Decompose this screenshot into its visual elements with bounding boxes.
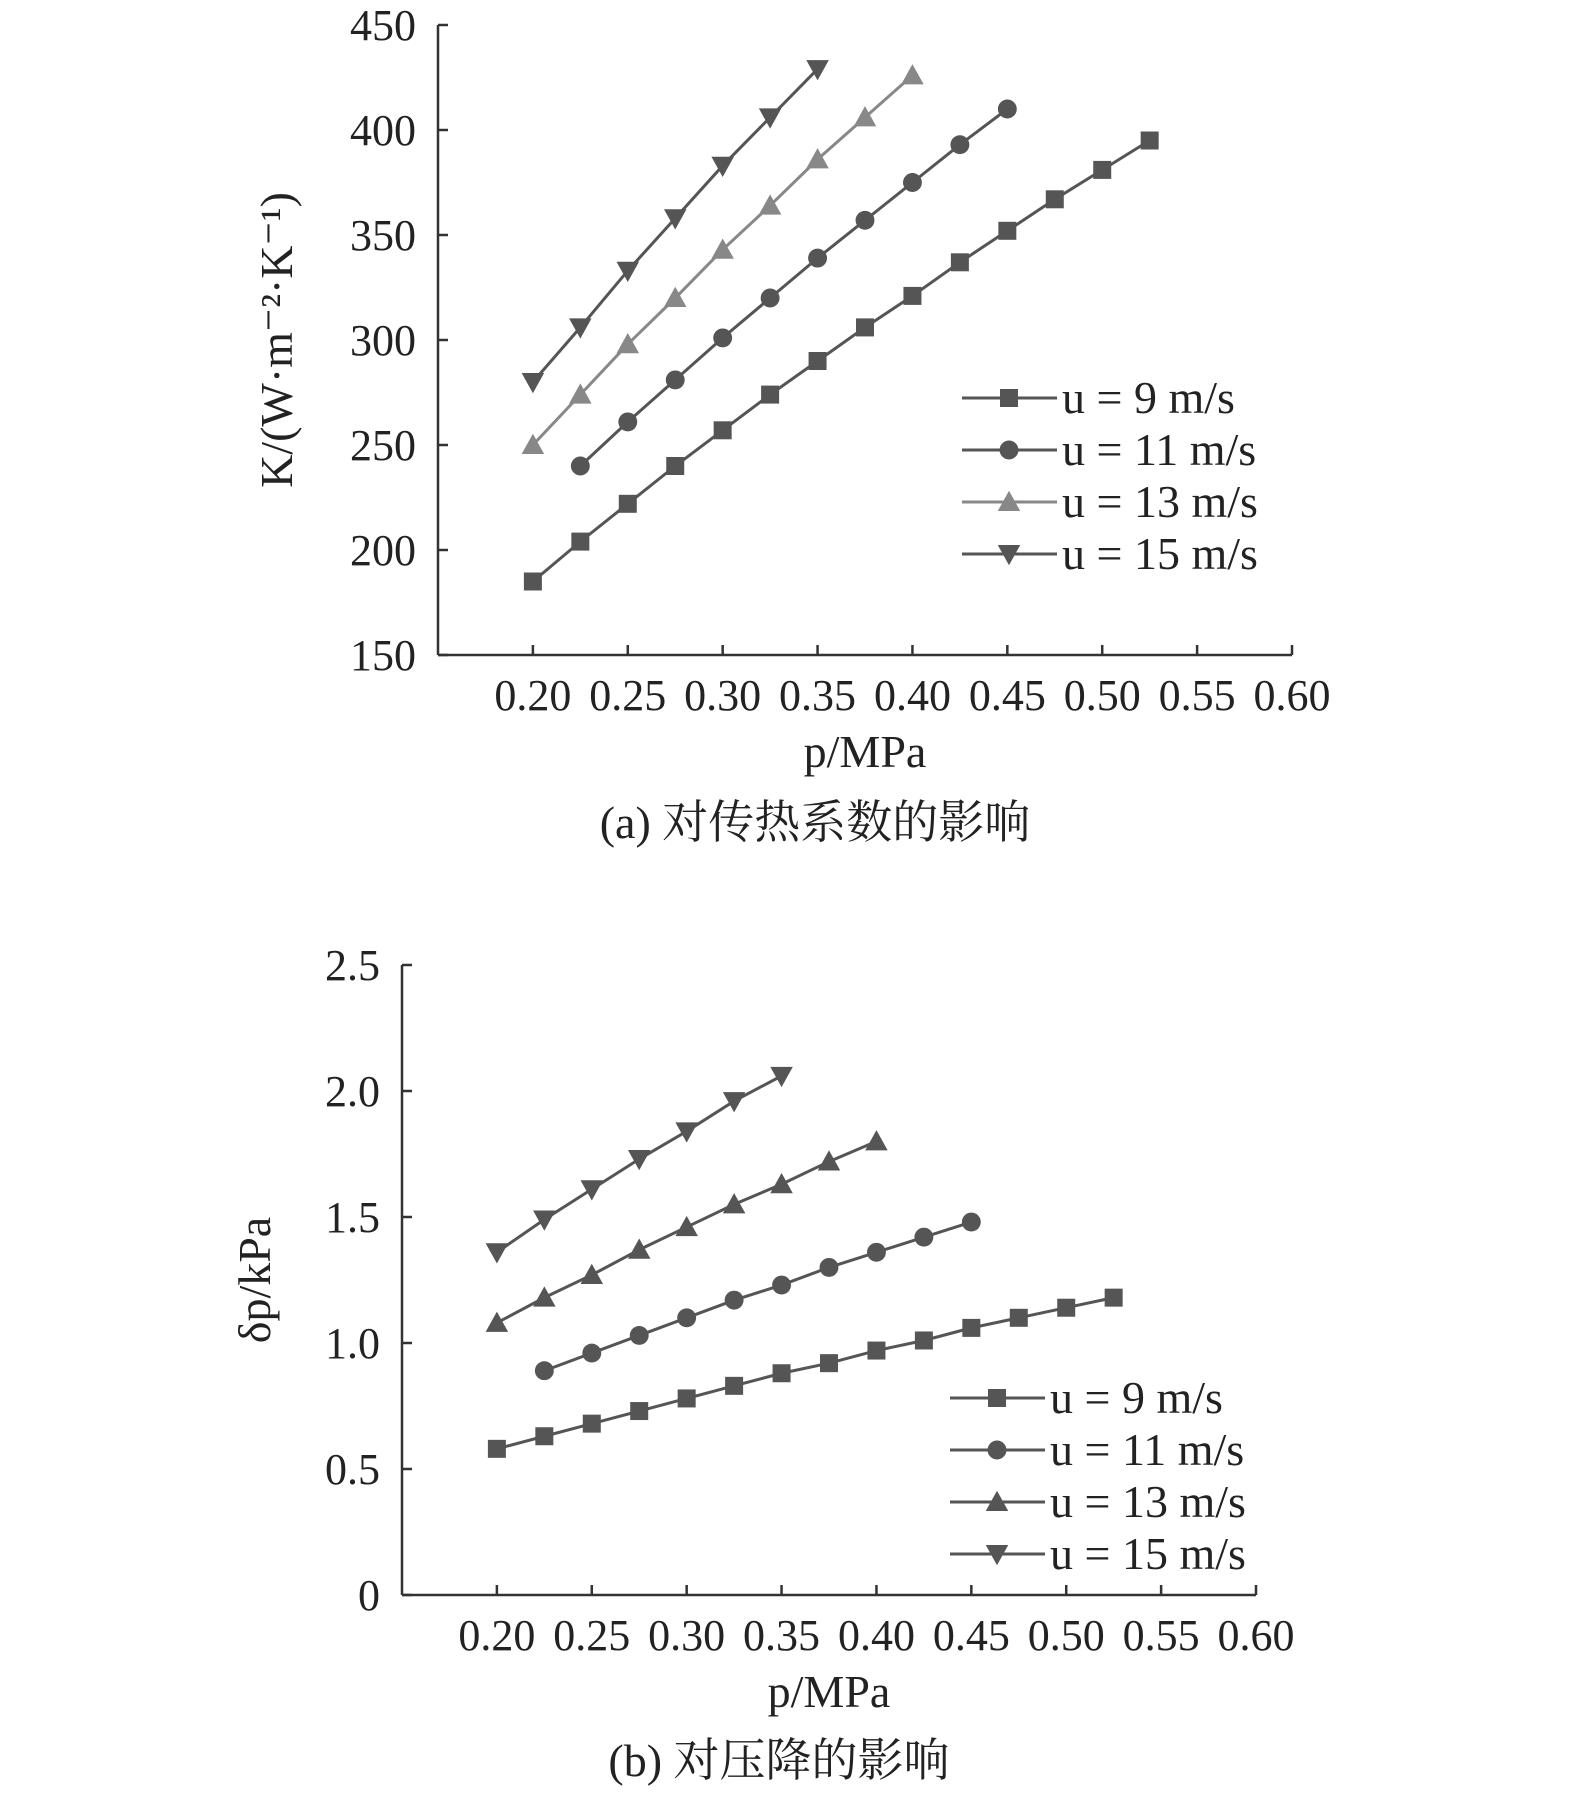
data-point (998, 222, 1016, 240)
data-point (962, 1319, 980, 1337)
data-point (675, 1216, 698, 1236)
data-point (773, 1364, 791, 1382)
data-point (1141, 132, 1159, 150)
data-point (678, 1389, 696, 1407)
legend-item (950, 1424, 1244, 1475)
legend-marker (988, 1441, 1007, 1460)
data-point (725, 1291, 744, 1310)
data-point (581, 1180, 604, 1200)
data-point (856, 318, 874, 336)
data-point (761, 386, 779, 404)
y-tick-label: 400 (350, 106, 416, 155)
data-point (1093, 161, 1111, 179)
legend-label: u = 11 m/s (1062, 424, 1257, 475)
data-point (770, 1067, 793, 1087)
data-point (533, 1211, 556, 1231)
y-axis-label: K/(W·m⁻²·K⁻¹) (251, 192, 302, 488)
x-tick-label: 0.60 (1253, 671, 1331, 720)
series-circle (535, 1213, 981, 1381)
data-point (725, 1377, 743, 1395)
data-point (666, 370, 685, 389)
x-tick-label: 0.55 (1122, 1611, 1200, 1660)
y-tick-label: 300 (350, 316, 416, 365)
data-point (628, 1150, 651, 1170)
data-point (618, 412, 637, 431)
data-point (914, 1228, 933, 1247)
data-point (619, 495, 637, 513)
legend-marker (1000, 441, 1019, 460)
data-point (856, 211, 875, 230)
data-point (524, 573, 542, 591)
data-point (867, 1243, 886, 1262)
data-point (486, 1243, 509, 1263)
data-point (772, 1276, 791, 1295)
x-tick-label: 0.55 (1158, 671, 1236, 720)
x-tick-label: 0.35 (779, 671, 857, 720)
y-tick-label: 1.0 (325, 1319, 380, 1368)
data-point (533, 1286, 556, 1306)
data-point (571, 457, 590, 476)
legend-item (962, 476, 1258, 527)
data-point (761, 289, 780, 308)
series-triangle-down (522, 60, 829, 393)
y-tick-label: 1.5 (325, 1193, 380, 1242)
data-point (867, 1342, 885, 1360)
data-point (998, 100, 1017, 119)
y-tick-label: 350 (350, 211, 416, 260)
legend-marker (1000, 389, 1018, 407)
legend-item (962, 528, 1258, 579)
legend-marker (988, 1389, 1006, 1407)
legend-item (950, 1476, 1246, 1527)
data-point (903, 287, 921, 305)
data-point (522, 373, 545, 393)
x-axis-label: p/MPa (803, 726, 927, 777)
data-point (535, 1427, 553, 1445)
y-tick-label: 2.5 (325, 941, 380, 990)
y-tick-label: 150 (350, 631, 416, 680)
legend-label: u = 13 m/s (1050, 1476, 1246, 1527)
data-point (950, 135, 969, 154)
series-square (488, 1289, 1123, 1458)
data-point (1105, 1289, 1123, 1307)
data-point (1046, 190, 1064, 208)
data-point (488, 1440, 506, 1458)
data-point (582, 1344, 601, 1363)
data-point (1010, 1309, 1028, 1327)
x-axis-label: p/MPa (767, 1666, 891, 1717)
x-tick-label: 0.45 (968, 671, 1046, 720)
data-point (951, 253, 969, 271)
legend-label: u = 15 m/s (1050, 1528, 1246, 1579)
data-point (535, 1361, 554, 1380)
data-point (571, 533, 589, 551)
x-tick-label: 0.20 (494, 671, 572, 720)
chart-pressure-drop (229, 941, 1295, 1786)
y-axis-label: δp/kPa (229, 1216, 280, 1344)
x-tick-label: 0.40 (837, 1611, 915, 1660)
data-point (962, 1213, 981, 1232)
x-tick-label: 0.45 (932, 1611, 1010, 1660)
legend-label: u = 9 m/s (1050, 1372, 1223, 1423)
x-tick-label: 0.25 (553, 1611, 631, 1660)
y-tick-label: 250 (350, 421, 416, 470)
legend-item (962, 424, 1256, 475)
y-tick-label: 200 (350, 526, 416, 575)
data-point (770, 1173, 793, 1193)
data-point (677, 1308, 696, 1327)
data-point (581, 1264, 604, 1284)
legend-label: u = 9 m/s (1062, 372, 1235, 423)
legend-label: u = 15 m/s (1062, 528, 1258, 579)
legend-label: u = 13 m/s (1062, 476, 1258, 527)
data-point (808, 249, 827, 268)
legend-item (962, 372, 1235, 423)
data-point (666, 457, 684, 475)
y-tick-label: 2.0 (325, 1067, 380, 1116)
data-point (818, 1150, 841, 1170)
legend-item (950, 1528, 1246, 1579)
y-tick-label: 0 (358, 1571, 380, 1620)
figure-caption: (b) 对压降的影响 (608, 1735, 950, 1786)
data-point (486, 1312, 509, 1332)
x-tick-label: 0.20 (458, 1611, 536, 1660)
x-tick-label: 0.50 (1063, 671, 1141, 720)
data-point (713, 328, 732, 347)
chart-heat-transfer (251, 1, 1331, 848)
data-point (675, 1122, 698, 1142)
data-point (820, 1354, 838, 1372)
data-point (583, 1415, 601, 1433)
series-line (544, 1222, 971, 1371)
data-point (865, 1130, 888, 1150)
data-point (628, 1239, 651, 1259)
x-tick-label: 0.50 (1027, 1611, 1105, 1660)
y-tick-label: 0.5 (325, 1445, 380, 1494)
x-tick-label: 0.30 (684, 671, 762, 720)
x-tick-label: 0.25 (589, 671, 667, 720)
x-tick-label: 0.35 (743, 1611, 821, 1660)
x-tick-label: 0.60 (1217, 1611, 1295, 1660)
data-point (630, 1326, 649, 1345)
data-point (714, 421, 732, 439)
series-line (580, 109, 1007, 466)
legend-item (950, 1372, 1223, 1423)
series-triangle-up (522, 64, 924, 454)
series-circle (571, 100, 1017, 476)
series-triangle-up (486, 1130, 888, 1332)
x-tick-label: 0.30 (648, 1611, 726, 1660)
data-point (820, 1258, 839, 1277)
data-point (1057, 1299, 1075, 1317)
data-point (723, 1092, 746, 1112)
figure-caption: (a) 对传热系数的影响 (599, 797, 1031, 848)
data-point (723, 1193, 746, 1213)
series-triangle-down (486, 1067, 793, 1264)
data-point (901, 64, 924, 84)
x-tick-label: 0.40 (873, 671, 951, 720)
data-point (809, 352, 827, 370)
data-point (630, 1402, 648, 1420)
series-line (533, 75, 913, 445)
data-point (915, 1331, 933, 1349)
y-tick-label: 450 (350, 1, 416, 50)
legend-label: u = 11 m/s (1050, 1424, 1245, 1475)
data-point (903, 173, 922, 192)
